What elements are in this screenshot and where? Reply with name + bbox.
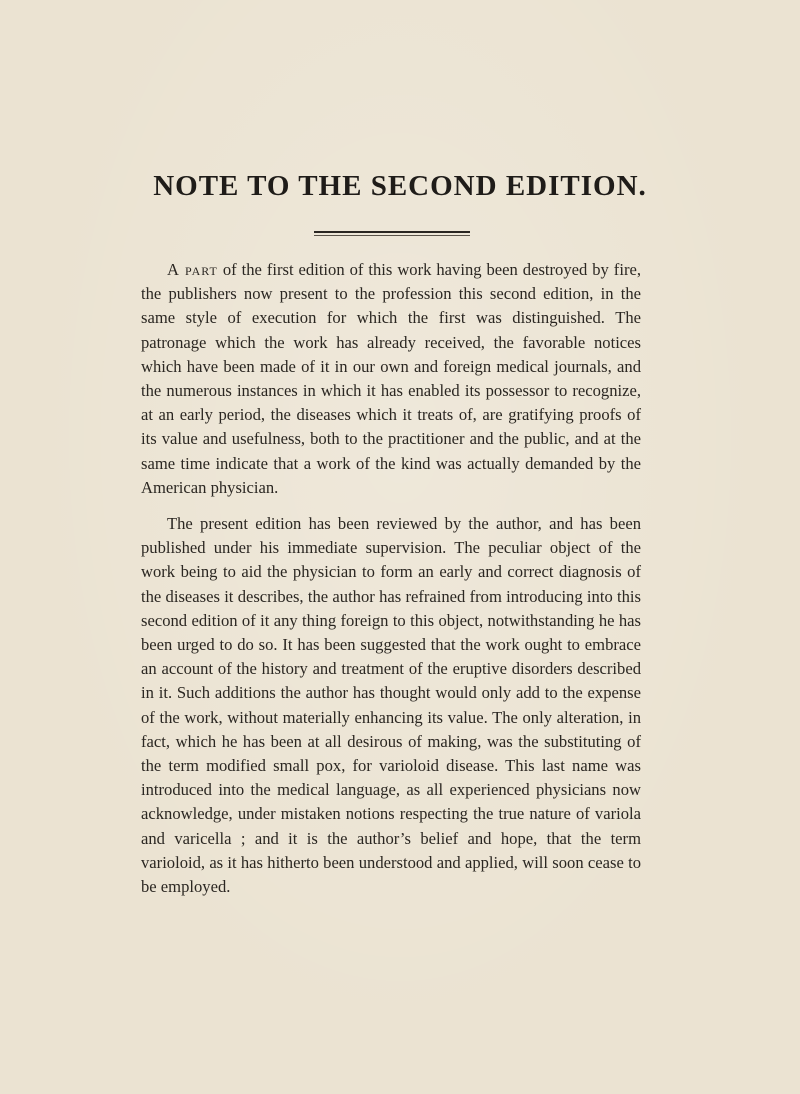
- divider-thick-line: [314, 231, 470, 233]
- page-title: NOTE TO THE SECOND EDITION.: [153, 170, 647, 202]
- paragraph-1-lead: A part: [167, 260, 218, 279]
- paragraph-1-text: of the first edition of this work having been destroyed by fire, the publishers now present to the profession this second edition, in the same style of execution for which the first was distinguished. The patronage which the work has already received, the favorable notices which have been made of it in our own and foreign medical journals, and the numerous instances in which it has enabled its possessor to recognize, at an early period, the diseases which it treats of, are gratifying proofs of its value and usefulness, both to the practitioner and the public, and at the same time indicate that a work of the kind was actually demanded by the American physician.: [141, 260, 641, 497]
- title-divider: [314, 231, 470, 236]
- paragraph-2-text: The present edition has been reviewed by the author, and has been published under his immediate supervision. The peculiar object of the work being to aid the physician to form an early and correct diagnosis of the diseases it describes, the author has refrained from introducing into this second edition of it any thing foreign to this object, notwithstanding he has been urged to do so. It has been suggested that the work ought to embrace an account of the history and treatment of the eruptive disorders described in it. Such additions the author has thought would only add to the expense of the work, without materially enhancing its value. The only alteration, in fact, which he has been at all desirous of making, was the substituting of the term modified small pox, for varioloid disease. This last name was introduced into the medical language, as all experienced physicians now acknowledge, under mistaken notions respecting the true nature of variola and varicella ; and it is the author’s belief and hope, that the term varioloid, as it has hitherto been understood and applied, will soon cease to be employed.: [141, 514, 641, 897]
- body-text: [141, 258, 641, 899]
- divider-thin-line: [314, 235, 470, 236]
- paragraph-1: [141, 258, 641, 500]
- paragraph-2: [141, 512, 641, 899]
